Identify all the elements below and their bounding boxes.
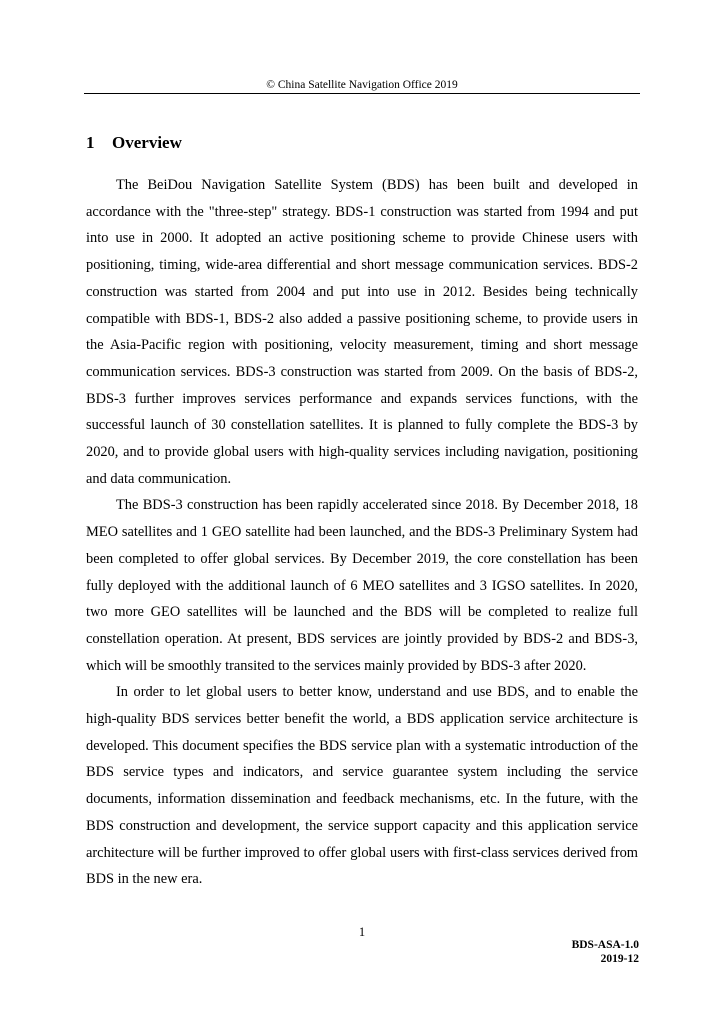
- section-heading: [86, 132, 182, 154]
- section-number: 1: [86, 133, 95, 152]
- paragraph: In order to let global users to better know, understand and use BDS, and to enable the high-quality BDS services better benefit the world, a BDS application service architecture is developed. This document specifies the BDS service plan with a systematic introduction of the BDS service types and indicators, and service guarantee system including the service documents, information dissemination and feedback mechanisms, etc. In the future, with the BDS construction and development, the service support capacity and this application service architecture will be further improved to offer global users with first-class services derived from BDS in the new era.: [86, 684, 638, 888]
- document-code: BDS-ASA-1.0: [571, 939, 639, 951]
- paragraph: The BDS-3 construction has been rapidly accelerated since 2018. By December 2018, 18 MEO satellites and 1 GEO satellite had been launched, and the BDS-3 Preliminary System had been completed to offer global services. By December 2019, the core constellation has been fully deployed with the additional launch of 6 MEO satellites and 3 IGSO satellites. In 2020, two more GEO satellites will be launched and the BDS will be completed to realize full constellation operation. At present, BDS services are jointly provided by BDS-2 and BDS-3, which will be smoothly transited to the services mainly provided by BDS-3 after 2020.: [86, 497, 638, 674]
- section-title: Overview: [112, 133, 182, 152]
- document-identifier: [572, 938, 639, 966]
- page-number: 1: [358, 925, 366, 939]
- page-header: © China Satellite Navigation Office 2019: [266, 79, 458, 91]
- header-rule: [84, 93, 640, 94]
- body-text: [86, 172, 638, 893]
- document-date: 2019-12: [600, 953, 639, 965]
- paragraph: The BeiDou Navigation Satellite System (BDS) has been built and developed in accordance with the "three-step" strategy. BDS-1 construction was started from 1994 and put into use in 2000. It adopted an active positioning scheme to provide Chinese users with positioning, timing, wide-area differential and short message communication services. BDS-2 construction was started from 2004 and put into use in 2012. Besides being technically compatible with BDS-1, BDS-2 also added a passive positioning scheme, to provide users in the Asia-Pacific region with positioning, velocity measurement, timing and short message communication services. BDS-3 construction was started from 2009. On the basis of BDS-2, BDS-3 further improves services performance and expands services functions, with the successful launch of 30 constellation satellites. It is planned to fully complete the BDS-3 by 2020, and to provide global users with high-quality services including navigation, positioning and data communication.: [86, 177, 638, 487]
